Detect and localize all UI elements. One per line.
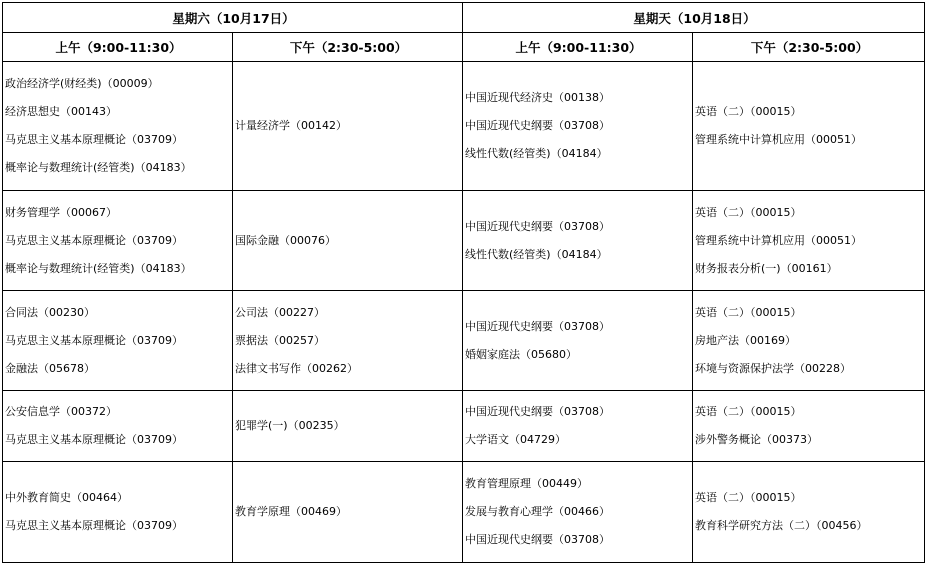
subject-entry: 经济思想史（00143） — [5, 105, 117, 118]
subject-list — [235, 112, 462, 140]
subject-list — [465, 84, 692, 168]
subject-list — [695, 299, 924, 383]
subject-entry: 英语（二）（00015） — [695, 491, 802, 504]
subject-entry: 房地产法（00169） — [695, 333, 797, 347]
subject-entry: 发展与教育心理学（00466） — [465, 505, 611, 518]
subject-entry: 线性代数(经管类)（04184） — [465, 147, 608, 160]
day-header-sunday: 星期天（10月18日） — [463, 3, 925, 33]
schedule-cell-sat-afternoon — [233, 291, 463, 391]
subject-list — [465, 470, 692, 554]
subject-entry: 教育管理原理（00449） — [465, 477, 589, 490]
schedule-row — [3, 462, 925, 563]
subject-list — [235, 412, 462, 440]
subject-list — [235, 227, 462, 255]
subject-entry: 线性代数(经管类)（04184） — [465, 247, 608, 261]
subject-entry: 金融法（05678） — [5, 361, 95, 375]
day-header-saturday: 星期六（10月17日） — [3, 3, 463, 33]
subject-entry: 中国近现代经济史（00138） — [465, 91, 611, 104]
subject-entry: 大学语文（04729） — [465, 433, 567, 446]
subject-entry: 英语（二）（00015） — [695, 305, 802, 319]
subject-entry: 马克思主义基本原理概论（03709） — [5, 519, 183, 532]
subject-entry: 中国近现代史纲要（03708） — [465, 219, 611, 233]
schedule-cell-sun-morning — [463, 462, 693, 563]
subject-entry: 概率论与数理统计(经管类)（04183） — [5, 161, 192, 174]
subject-entry: 合同法（00230） — [5, 305, 95, 319]
schedule-cell-sat-morning — [3, 462, 233, 563]
schedule-cell-sun-afternoon — [693, 62, 925, 191]
slot-header-sun-afternoon: 下午（2:30-5:00） — [693, 33, 925, 62]
subject-entry: 计量经济学（00142） — [235, 119, 347, 132]
subject-entry: 政治经济学(财经类)（00009） — [5, 77, 159, 90]
day-header-row — [3, 3, 925, 33]
slot-header-sat-afternoon: 下午（2:30-5:00） — [233, 33, 463, 62]
subject-entry: 教育学原理（00469） — [235, 505, 347, 518]
subject-list — [465, 213, 692, 269]
subject-list — [5, 199, 232, 283]
subject-entry: 管理系统中计算机应用（00051） — [695, 133, 863, 146]
subject-list — [5, 299, 232, 383]
schedule-cell-sat-morning — [3, 62, 233, 191]
subject-entry: 中国近现代史纲要（03708） — [465, 119, 611, 132]
subject-entry: 中国近现代史纲要（03708） — [465, 319, 611, 333]
subject-entry: 中国近现代史纲要（03708） — [465, 405, 611, 418]
schedule-cell-sat-afternoon — [233, 391, 463, 462]
subject-list — [5, 398, 232, 454]
slot-header-sun-morning: 上午（9:00-11:30） — [463, 33, 693, 62]
slot-header-sat-morning: 上午（9:00-11:30） — [3, 33, 233, 62]
subject-list — [465, 313, 692, 369]
schedule-cell-sat-morning — [3, 191, 233, 291]
subject-entry: 教育科学研究方法（二）（00456） — [695, 519, 868, 532]
subject-entry: 财务报表分析(一)（00161） — [695, 261, 838, 275]
subject-entry: 公司法（00227） — [235, 305, 325, 319]
subject-entry: 公安信息学（00372） — [5, 405, 117, 418]
subject-entry: 中国近现代史纲要（03708） — [465, 533, 611, 546]
subject-list — [695, 199, 924, 283]
subject-entry: 马克思主义基本原理概论（03709） — [5, 433, 183, 446]
subject-entry: 涉外警务概论（00373） — [695, 433, 819, 446]
subject-entry: 概率论与数理统计(经管类)（04183） — [5, 261, 192, 275]
schedule-row — [3, 191, 925, 291]
subject-entry: 财务管理学（00067） — [5, 205, 117, 219]
subject-entry: 犯罪学(一)（00235） — [235, 419, 345, 432]
subject-entry: 英语（二）（00015） — [695, 105, 802, 118]
schedule-cell-sun-morning — [463, 291, 693, 391]
subject-entry: 国际金融（00076） — [235, 233, 336, 247]
subject-list — [695, 398, 924, 454]
subject-list — [5, 484, 232, 540]
schedule-cell-sat-afternoon — [233, 62, 463, 191]
schedule-row — [3, 291, 925, 391]
schedule-cell-sat-afternoon — [233, 462, 463, 563]
subject-entry: 管理系统中计算机应用（00051） — [695, 233, 863, 247]
subject-entry: 中外教育简史（00464） — [5, 491, 128, 504]
schedule-cell-sun-afternoon — [693, 462, 925, 563]
schedule-cell-sun-morning — [463, 191, 693, 291]
subject-entry: 马克思主义基本原理概论（03709） — [5, 233, 183, 247]
schedule-body — [3, 62, 925, 563]
subject-list — [465, 398, 692, 454]
subject-entry: 马克思主义基本原理概论（03709） — [5, 333, 183, 347]
subject-entry: 法律文书写作（00262） — [235, 361, 358, 375]
schedule-cell-sat-afternoon — [233, 191, 463, 291]
schedule-cell-sat-morning — [3, 291, 233, 391]
subject-entry: 马克思主义基本原理概论（03709） — [5, 133, 183, 146]
schedule-cell-sun-afternoon — [693, 291, 925, 391]
subject-list — [235, 299, 462, 383]
subject-list — [695, 98, 924, 154]
schedule-cell-sun-afternoon — [693, 391, 925, 462]
subject-entry: 婚姻家庭法（05680） — [465, 347, 578, 361]
subject-entry: 英语（二）（00015） — [695, 205, 802, 219]
slot-header-row — [3, 33, 925, 62]
schedule-row — [3, 62, 925, 191]
schedule-cell-sun-morning — [463, 62, 693, 191]
exam-schedule-table — [2, 2, 925, 563]
subject-list — [235, 498, 462, 526]
subject-entry: 英语（二）（00015） — [695, 405, 802, 418]
schedule-cell-sat-morning — [3, 391, 233, 462]
subject-list — [695, 484, 924, 540]
subject-entry: 环境与资源保护法学（00228） — [695, 361, 852, 375]
schedule-cell-sun-morning — [463, 391, 693, 462]
subject-list — [5, 70, 232, 182]
schedule-cell-sun-afternoon — [693, 191, 925, 291]
schedule-row — [3, 391, 925, 462]
subject-entry: 票据法（00257） — [235, 333, 325, 347]
